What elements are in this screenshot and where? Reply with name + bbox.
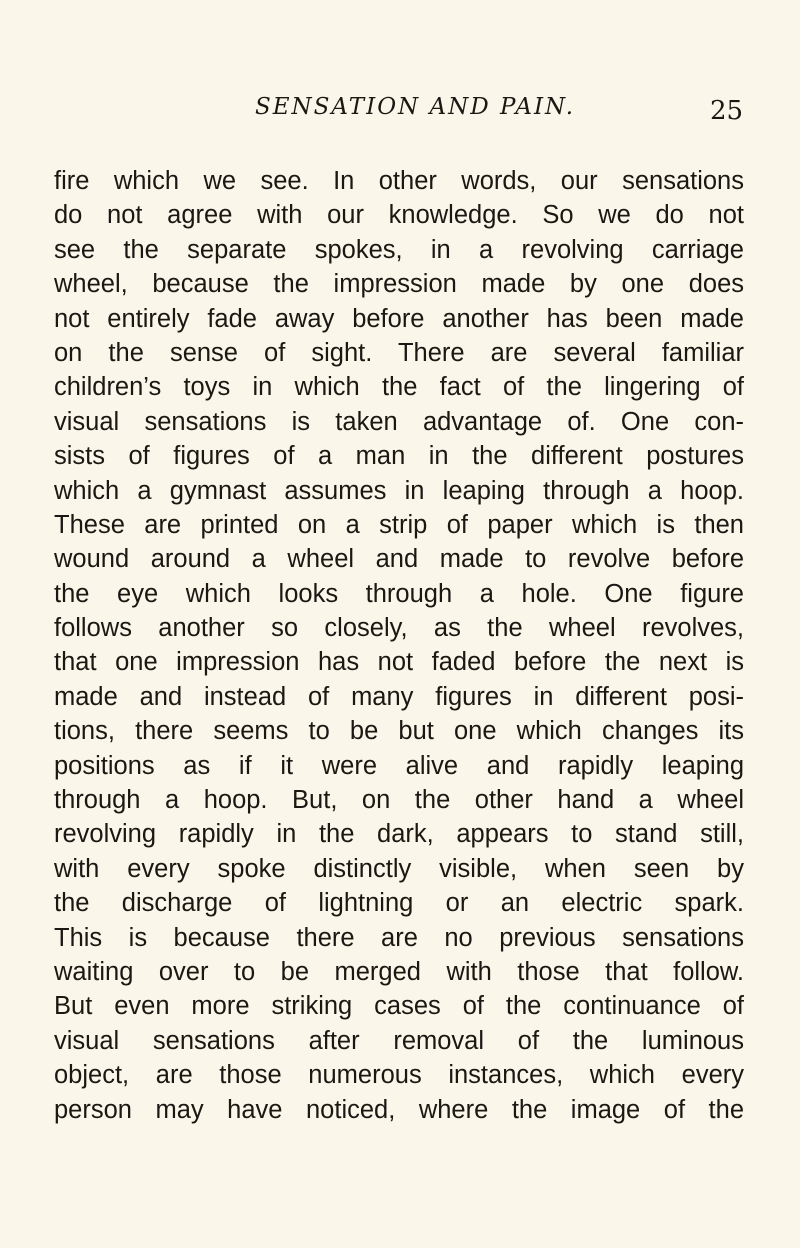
text-line: follows another so closely, as the wheel revolves,	[54, 614, 744, 643]
text-line: positions as if it were alive and rapidly leaping	[54, 751, 744, 780]
text-line: fire which we see. In other words, our sensations	[54, 167, 744, 195]
text-line: tions, there seems to be but one which changes its	[54, 717, 744, 746]
text-line: the discharge of lightning or an electric spark.	[54, 889, 744, 918]
text-line: not entirely fade away before another has been made	[54, 304, 744, 333]
text-line: wheel, because the impression made by one does	[54, 270, 744, 299]
text-line: wound around a wheel and made to revolve before	[54, 545, 744, 574]
text-line: with every spoke distinctly visible, when seen by	[54, 854, 744, 883]
text-line: object, are those numerous instances, which every	[54, 1061, 744, 1090]
text-line: waiting over to be merged with those that follow.	[54, 957, 744, 986]
text-line: This is because there are no previous sensations	[54, 923, 744, 952]
text-line: children’s toys in which the fact of the lingering of	[54, 373, 744, 402]
text-line: on the sense of sight. There are several familiar	[54, 338, 744, 367]
page-number: 25	[710, 96, 744, 126]
running-title: SENSATION AND PAIN.	[255, 94, 576, 120]
text-line: sists of figures of a man in the different postures	[54, 442, 744, 471]
text-line: person may have noticed, where the image of the	[54, 1095, 744, 1124]
text-line: see the separate spokes, in a revolving carriage	[54, 235, 744, 264]
text-line: But even more striking cases of the continuance of	[54, 992, 744, 1021]
text-line: that one impression has not faded before the next is	[54, 648, 744, 677]
text-line: visual sensations after removal of the luminous	[54, 1026, 744, 1055]
text-line: do not agree with our knowledge. So we do not	[54, 201, 744, 230]
text-line: through a hoop. But, on the other hand a wheel	[54, 786, 744, 815]
text-line: These are printed on a strip of paper which is then	[54, 510, 744, 539]
body-text	[54, 164, 744, 1127]
text-line: made and instead of many figures in different posi-	[54, 682, 744, 711]
text-line: the eye which looks through a hole. One figure	[54, 579, 744, 608]
page-header	[0, 94, 800, 134]
text-line: which a gymnast assumes in leaping through a hoop.	[54, 476, 744, 505]
text-line: revolving rapidly in the dark, appears to stand still,	[54, 820, 744, 849]
text-line: visual sensations is taken advantage of. One con-	[54, 407, 744, 436]
